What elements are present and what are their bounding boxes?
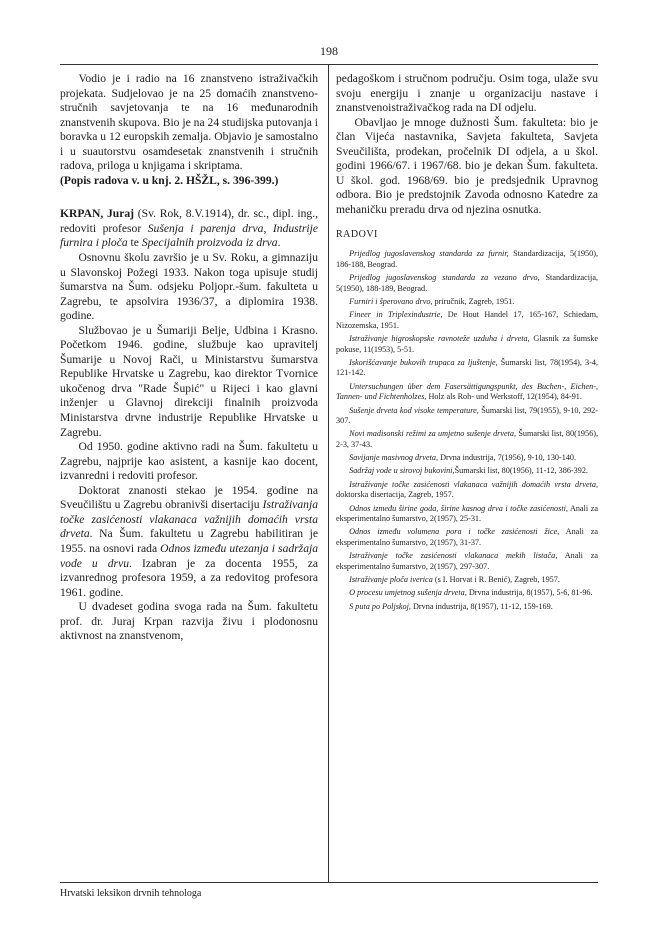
reference-details: Drvna industrija, 7(1956), 9-10, 130-140. xyxy=(438,453,577,463)
reference-item xyxy=(336,504,598,525)
reference-details: Šumarski list, 78(1954), 3-4, 121-142. xyxy=(336,357,599,378)
reference-title: Sušenje drveta kod visoke temperature, xyxy=(349,405,479,415)
reference-title: Prijedlog jugoslavenskog standarda za vezano drvo, xyxy=(349,273,540,283)
reference-item xyxy=(336,588,598,599)
reference-list xyxy=(336,249,598,612)
bibliography-reference: (Popis radova v. u knj. 2. HŠŽL, s. 396-399.) xyxy=(60,173,279,187)
reference-item xyxy=(336,310,598,331)
reference-title: Istraživanje ploča iverica xyxy=(349,574,433,584)
paragraph-duties: Obavljao je mnoge dužnosti Šum. fakulteta: bio je član Vijeća nastavnika, Savjeta fakulteta, Savjeta Sveučilišta, prodekan, pročelnik DI odjela, a u škol. godini 1966/67. i 1967/68. bio je dekan Šum. fakulteta. U škol. god. 1968/69. bio je predsjednik Upravnog odbora. Bio je predstojnik Zavoda odnosno Katedre za mehaničku preradu drva od njezina osnutka. xyxy=(336,115,598,216)
reference-item xyxy=(336,406,598,427)
reference-item xyxy=(336,575,598,586)
entry-name: KRPAN, Juraj xyxy=(60,207,135,221)
entry-sep-1: , xyxy=(263,221,273,235)
reference-item xyxy=(336,453,598,464)
paragraph-faculty: Od 1950. godine aktivno radi na Šum. fakultetu u Zagrebu, najprije kao asistent, a kasnije kao docent, izvanredni i redoviti profesor. xyxy=(60,440,318,483)
bottom-rule xyxy=(60,882,598,883)
doctorate-text-c: . Izabran je za docenta 1955, za izvanrednog profesora 1959, a za redovitog profesora 1961. godine. xyxy=(60,556,318,599)
reference-details: Glasnik za šumske pokuse, 11(1953), 5-51. xyxy=(336,334,598,354)
reference-details: Anali za eksperimentalno šumarstvo, 2(1957), 297-307. xyxy=(336,551,598,571)
reference-title: Iskorišćavanje bukovih trupaca za ljuštenje, xyxy=(349,357,498,367)
reference-details: (s I. Horvat i R. Benić), Zagreb, 1957. xyxy=(432,574,560,584)
reference-details: Anali za eksperimentalno šumarstvo, 2(1957), 31-37. xyxy=(336,527,598,547)
reference-title: Savijanje masivnog drveta, xyxy=(349,453,439,463)
entry-header xyxy=(60,207,318,251)
reference-item xyxy=(336,358,598,379)
reference-title: Odnos između volumena pora i točke zasićenosti žice, xyxy=(349,527,560,537)
reference-title: Odnos između širine goda, širine kasnog drva i točke zasićenosti, xyxy=(349,503,568,513)
reference-details: Šumarski list, 79(1955), 9-10, 292-307. xyxy=(336,405,598,426)
reference-title: Furniri i šperovano drvo, xyxy=(349,297,433,307)
reference-title: Istraživanje točke zasićenosti vlakanaca mekih listača, xyxy=(349,551,558,561)
entry-end: . xyxy=(277,236,281,250)
reference-details: Standardizacija, 5(1950), 186-188, Beograd. xyxy=(336,249,599,269)
entry-subject-1: Sušenja i parenja drva xyxy=(147,221,264,235)
reference-item xyxy=(336,297,598,308)
reference-details: Šumarski list, 80(1956), 11-12, 386-392. xyxy=(454,466,588,476)
reference-details: Šumarski list, 80(1956), 2-3, 37-43. xyxy=(336,429,598,449)
reference-item xyxy=(336,480,598,501)
entry-subject-2: Industrije furnira i ploča xyxy=(60,221,318,250)
doctorate-title-2: Odnos između utezanja i sadržaja vode u drvu xyxy=(60,541,319,570)
reference-details: Drvna industrija, 8(1957), 11-12, 159-169. xyxy=(410,601,553,611)
reference-title: Novi madisonski režimi za umjetno sušenje drveta, xyxy=(349,429,517,439)
reference-item xyxy=(336,466,598,477)
entry-subject-3: Specijalnih proizvoda iz drva xyxy=(141,236,278,250)
page-number: 198 xyxy=(320,44,338,58)
doctorate-text-b: . Na Šum. fakultetu u Zagrebu habilitiran je 1955. na osnovi rada xyxy=(60,527,318,555)
entry-sep-2: te xyxy=(127,236,142,250)
reference-title: Istraživanje točke zasićenosti vlakanaca važnijih domaćih vrsta drveta, xyxy=(349,479,598,489)
footer-title: Hrvatski leksikon drvnih tehnologa xyxy=(60,888,202,899)
paragraph-doctorate xyxy=(60,484,318,600)
reference-title: S puta po Poljskoj, xyxy=(349,601,411,611)
reference-details: doktorska disertacija, Zagreb, 1957. xyxy=(336,490,454,500)
reference-details: Drvna industrija, 8(1957), 5-6, 81-96. xyxy=(466,588,593,598)
entry-intro: (Sv. Rok, 8.V.1914), dr. sc., dipl. ing., redoviti profesor xyxy=(60,207,318,235)
reference-title: Untersuchungen über dem Fasersättigungspunkt, des Buchen-, Eichen-, Tannen- und Fichtenholzes, xyxy=(336,381,598,402)
reference-item xyxy=(336,382,598,403)
doctorate-text-a: Doktorat znanosti stekao je 1954. godine na Sveučilištu u Zagrebu obranivši disertaciju xyxy=(60,483,318,512)
reference-title: Fineer in Triplexindustrie, xyxy=(349,310,443,320)
top-rule xyxy=(60,64,598,65)
paragraph-education: Osnovnu školu završio je u Sv. Roku, a gimnaziju u Slavonskoj Požegi 1933. Nakon toga upisuje studij šumarstva na Šum. odsjeku Poljopr.-šum. fakulteta u Zagrebu, te apsolvira 1936/37, a diplomira 1938. godine. xyxy=(60,251,318,323)
reference-title: O procesu umjetnog sušenja drveta, xyxy=(349,588,467,598)
reference-details: Standardizacija, 5(1950), 188-189, Beograd. xyxy=(336,273,598,293)
paragraph-activity: U dvadeset godina svoga rada na Šum. fakultetu prof. dr. Juraj Krpan razvija živu i plodonosnu aktivnost na znanstvenom, xyxy=(60,600,318,643)
reference-item xyxy=(336,334,598,355)
reference-details: priručnik, Zagreb, 1951. xyxy=(432,297,515,307)
left-column xyxy=(60,72,318,644)
reference-title: Istraživanje higroskopske ravnoteže uzduha i drveta, xyxy=(349,334,530,344)
reference-title: Sadržaj vode u sirovoj bukovini, xyxy=(349,466,455,476)
paragraph-continuation: pedagoškom i stručnom području. Osim toga, ulaže svu svoju energiju i znanje u organizaciju nastave i znanstvenoistraživačkog rada na DI odjelu. xyxy=(336,72,598,115)
radovi-heading: RADOVI xyxy=(336,229,378,241)
reference-details: Holz als Roh- und Werkstoff, 12(1954), 84-91. xyxy=(426,392,582,402)
reference-item xyxy=(336,551,598,572)
right-column xyxy=(336,72,598,615)
reference-details: De Hout Handel 17, 165-167, Schiedam, Nizozemska, 1951. xyxy=(336,310,598,330)
reference-item xyxy=(336,527,598,548)
reference-item xyxy=(336,602,598,613)
doctorate-title-1: Istraživanja točke zasićenosti vlakanaca važnijih domaćih vrsta drveta xyxy=(60,498,318,541)
paragraph-employment: Službovao je u Šumariji Belje, Udbina i Krasno. Početkom 1946. godine, službuje kao upravitelj Šumarije u Novoj Rači, u Ministarstvu šumarstva Republike Hrvatske u Zagrebu, kao direktor Tvornice ukočenog drva "Rade Šupić" u Rijeci i kao glavni inženjer u Glavnoj direkciji finalnih proizvoda Ministarstva drvne industrije Republike Hrvatske u Zagrebu. xyxy=(60,323,318,439)
reference-item xyxy=(336,249,598,270)
reference-item xyxy=(336,429,598,450)
column-divider xyxy=(328,64,329,882)
reference-item xyxy=(336,273,598,294)
reference-details: Anali za eksperimentalno šumarstvo, 2(1957), 25-31. xyxy=(336,503,598,524)
reference-title: Prijedlog jugoslavenskog standarda za furnir, xyxy=(349,249,509,259)
paragraph-projects: Vodio je i radio na 16 znanstveno istraživačkih projekata. Sudjelovao je na 25 domaćih znanstveno-stručnih savjetovanja te na 16 međunarodnih znanstvenih skupova. Bio je na 24 studijska putovanja i boravka u 12 europskih zemalja. Objavio je samostalno i u suautorstvu osamdesetak znanstvenih i stručnih radova, priloga u knjigama i skriptama. xyxy=(60,72,318,173)
